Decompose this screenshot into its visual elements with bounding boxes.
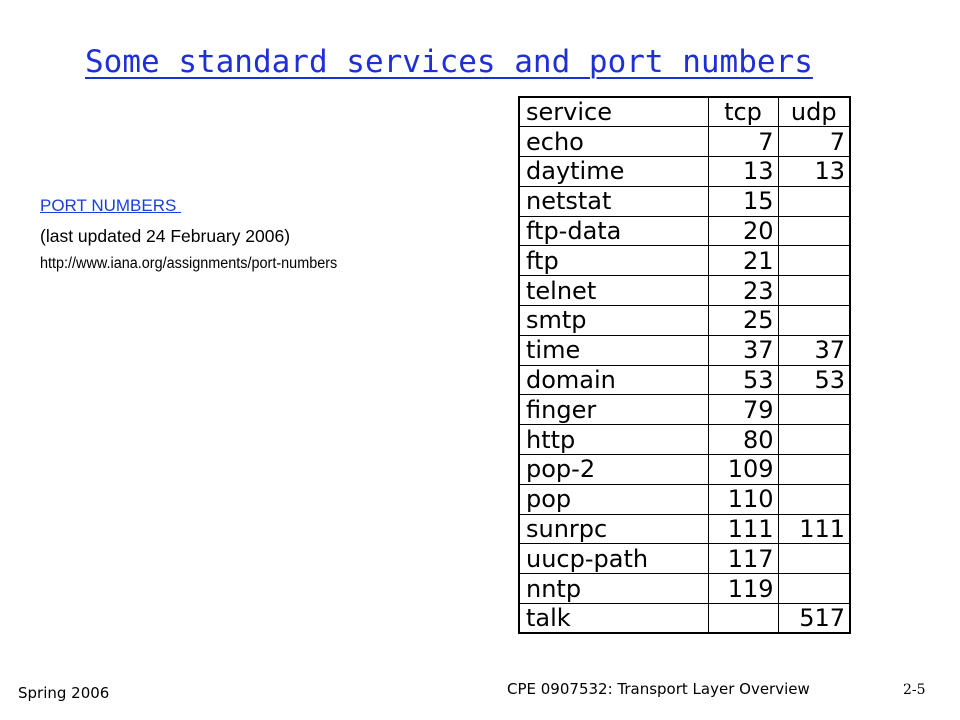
service-cell: sunrpc — [519, 514, 708, 544]
tcp-cell: 21 — [708, 246, 778, 276]
service-cell: ftp-data — [519, 216, 708, 246]
table-row — [519, 514, 850, 544]
udp-cell — [778, 276, 850, 306]
header-tcp: tcp — [708, 97, 778, 127]
service-cell: telnet — [519, 276, 708, 306]
service-cell: pop — [519, 484, 708, 514]
udp-cell — [778, 306, 850, 336]
table-row — [519, 246, 850, 276]
service-cell: netstat — [519, 186, 708, 216]
tcp-cell: 7 — [708, 127, 778, 157]
service-cell: nntp — [519, 574, 708, 604]
udp-cell — [778, 246, 850, 276]
table-row — [519, 365, 850, 395]
service-cell: finger — [519, 395, 708, 425]
udp-cell — [778, 574, 850, 604]
udp-cell: 517 — [778, 604, 850, 634]
tcp-cell: 15 — [708, 186, 778, 216]
table-row — [519, 276, 850, 306]
udp-cell — [778, 455, 850, 485]
udp-cell — [778, 484, 850, 514]
header-udp: udp — [778, 97, 850, 127]
tcp-cell: 53 — [708, 365, 778, 395]
service-cell: pop-2 — [519, 455, 708, 485]
table-row — [519, 186, 850, 216]
tcp-cell: 79 — [708, 395, 778, 425]
udp-cell: 13 — [778, 157, 850, 187]
tcp-cell: 23 — [708, 276, 778, 306]
tcp-cell: 109 — [708, 455, 778, 485]
tcp-cell: 117 — [708, 544, 778, 574]
service-cell: smtp — [519, 306, 708, 336]
table-row — [519, 157, 850, 187]
udp-cell — [778, 395, 850, 425]
table-row — [519, 395, 850, 425]
udp-cell: 37 — [778, 335, 850, 365]
service-cell: daytime — [519, 157, 708, 187]
tcp-cell: 119 — [708, 574, 778, 604]
tcp-cell: 80 — [708, 425, 778, 455]
udp-cell: 53 — [778, 365, 850, 395]
service-cell: domain — [519, 365, 708, 395]
table-row — [519, 306, 850, 336]
table-row — [519, 127, 850, 157]
tcp-cell: 111 — [708, 514, 778, 544]
port-numbers-table — [518, 96, 851, 634]
service-cell: echo — [519, 127, 708, 157]
service-cell: http — [519, 425, 708, 455]
tcp-cell: 25 — [708, 306, 778, 336]
table-row — [519, 544, 850, 574]
udp-cell — [778, 216, 850, 246]
footer-page-number: 2-5 — [903, 682, 926, 698]
iana-url-text: http://www.iana.org/assignments/port-numbers — [40, 255, 338, 272]
tcp-cell: 37 — [708, 335, 778, 365]
tcp-cell: 110 — [708, 484, 778, 514]
table-row — [519, 455, 850, 485]
slide-title: Some standard services and port numbers — [85, 44, 813, 80]
table-row — [519, 216, 850, 246]
tcp-cell: 20 — [708, 216, 778, 246]
udp-cell: 111 — [778, 514, 850, 544]
port-numbers-link[interactable]: PORT NUMBERS — [40, 196, 182, 215]
last-updated-text: (last updated 24 February 2006) — [40, 226, 291, 246]
table-header-row — [519, 97, 850, 127]
udp-cell: 7 — [778, 127, 850, 157]
table-row — [519, 574, 850, 604]
udp-cell — [778, 544, 850, 574]
table-row — [519, 425, 850, 455]
port-numbers-reference — [40, 196, 360, 273]
footer-course-title: CPE 0907532: Transport Layer Overview — [507, 680, 810, 698]
udp-cell — [778, 425, 850, 455]
table-row — [519, 484, 850, 514]
service-cell: time — [519, 335, 708, 365]
service-cell: talk — [519, 604, 708, 634]
header-service: service — [519, 97, 708, 127]
service-cell: uucp-path — [519, 544, 708, 574]
footer-term: Spring 2006 — [18, 684, 110, 702]
tcp-cell — [708, 604, 778, 634]
table-row — [519, 604, 850, 634]
udp-cell — [778, 186, 850, 216]
service-cell: ftp — [519, 246, 708, 276]
tcp-cell: 13 — [708, 157, 778, 187]
table-row — [519, 335, 850, 365]
